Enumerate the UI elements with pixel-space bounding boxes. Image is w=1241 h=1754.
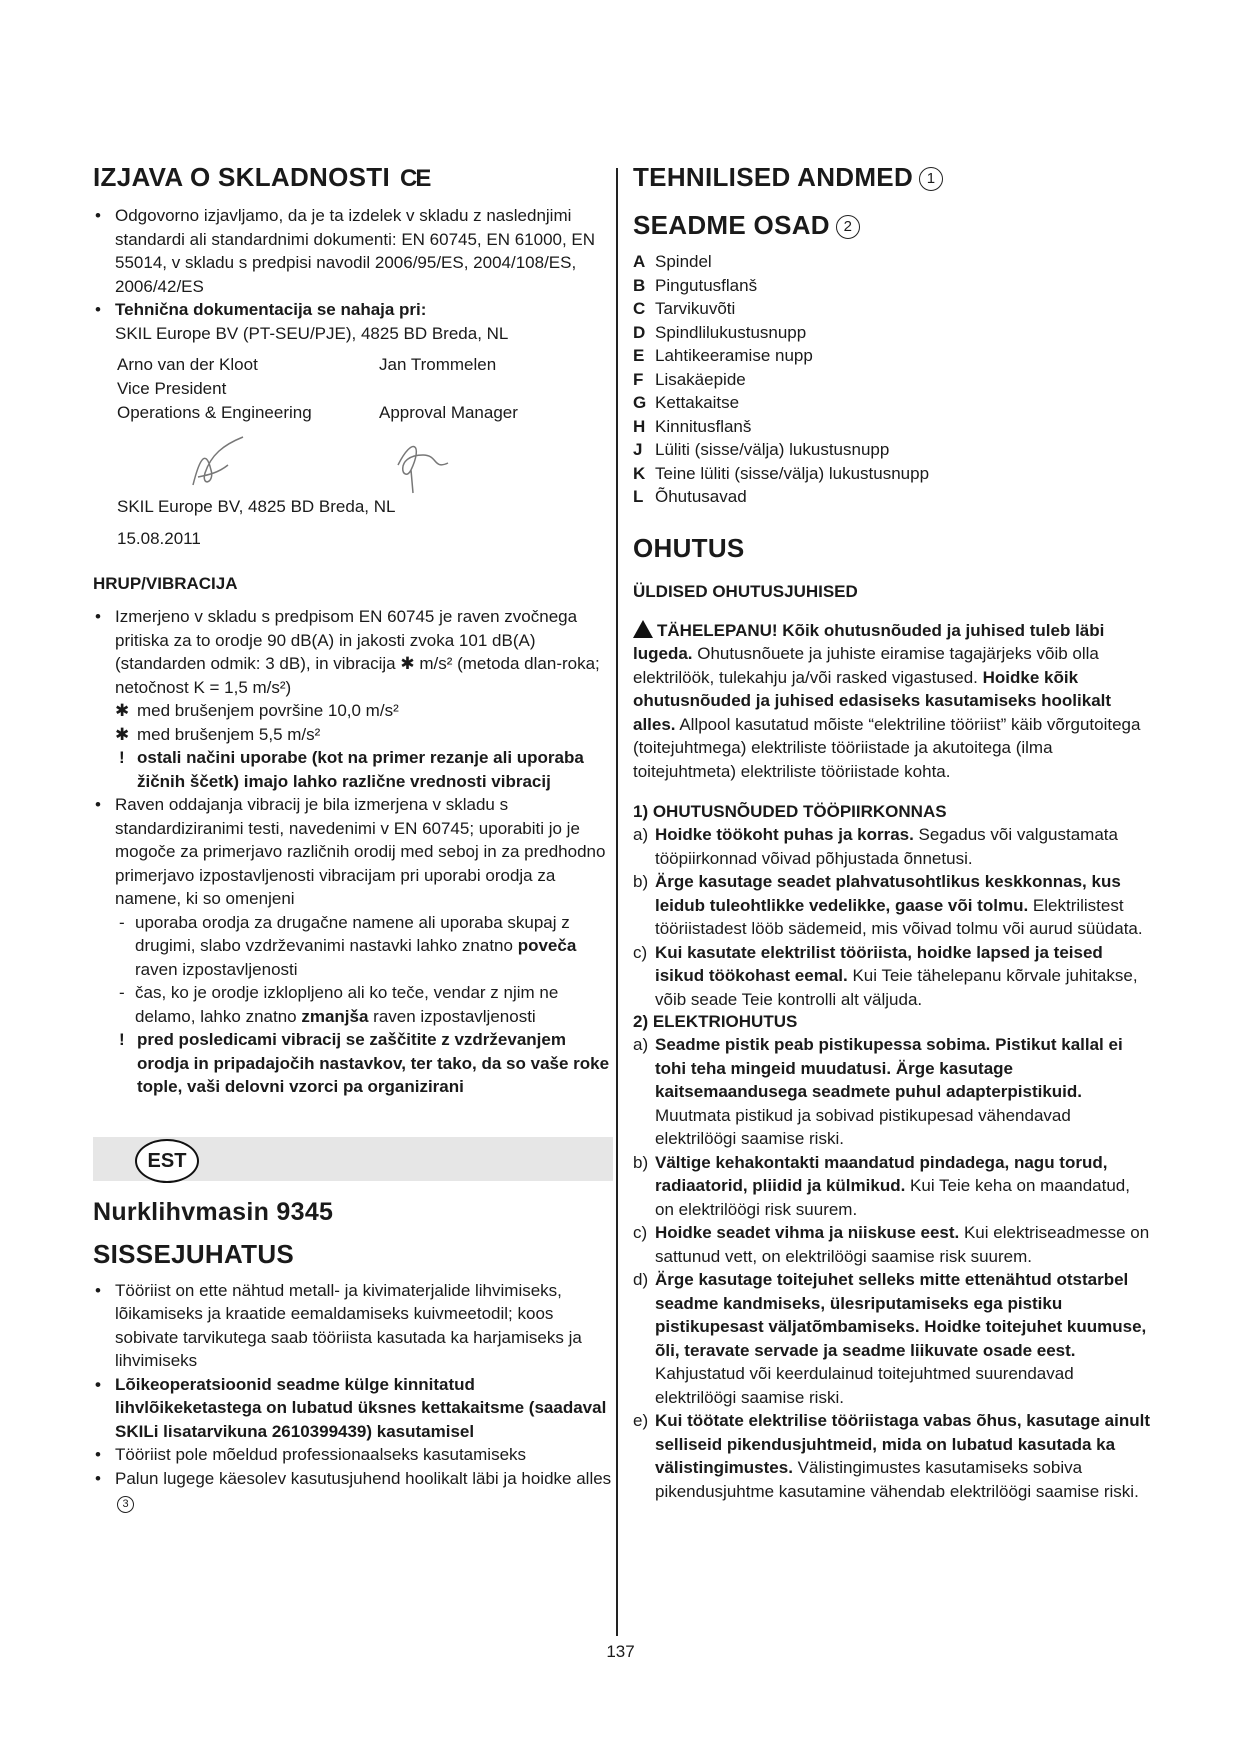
parts-item: H Kinnitusflanš (633, 416, 752, 436)
parts-item: G Kettakaitse (633, 393, 740, 412)
intro-list (93, 1279, 613, 1514)
parts-item: J Lüliti (sisse/välja) lukustusnupp (633, 440, 890, 459)
list-item: • Tööriist on ette nähtud metall- ja kivimaterjalide lihvimiseks, lõikamiseks ja kraatide eemaldamiseks kuivmeetodil; koos sobivate tarvikutega saab tööriista kasutada ka harjamiseks ja lihvimiseks (93, 1279, 613, 1373)
intro-heading: SISSEJUHATUS (93, 1238, 295, 1269)
right-column (633, 160, 1153, 1503)
electrical-list (633, 1033, 1153, 1503)
work-area-list (633, 823, 1153, 1011)
company-address: SKIL Europe BV, 4825 BD Breda, NL (117, 497, 396, 516)
parts-list (633, 250, 1153, 509)
noise-list (93, 605, 613, 1099)
declaration-heading: IZJAVA O SKLADNOSTI CE (93, 162, 430, 192)
list-item: • Odgovorno izjavljamo, da je ta izdelek v skladu z naslednjimi standardi ali standardnimi dokumenti: EN 60745, EN 61000, EN 55014, v skladu s predpisi navodil 2006/95/ES, 2004/108/ES, 2006/42/ES (93, 204, 613, 298)
list-item: e) Kui töötate elektrilise tööriistaga vabas õhus, kasutage ainult selliseid pikendusjuhtmeid, mida on lubatud kasutada ka välistingimustes. Välistingimustes kasutamiseks sobiva pikendusjuhtme kasutamine vähendab elektrilöögi saamise riski. (633, 1411, 1151, 1501)
list-item: • Tehnična dokumentacija se nahaja pri: SKIL Europe BV (PT-SEU/PJE), 4825 BD Breda, NL (93, 298, 613, 345)
list-item: c) Hoidke seadet vihma ja niiskuse eest. Kui elektriseadmesse on sattunud vett, on elektrilöögi saamise risk suurem. (633, 1223, 1150, 1266)
parts-item: F Lisakäepide (633, 369, 746, 389)
signer1-department: Operations & Engineering (117, 403, 312, 422)
signer1-name: Arno van der Kloot (117, 355, 258, 374)
warning-note: ! ostali načini uporabe (kot na primer rezanje ali uporaba žičnih ščetk) imajo lahko različne vrednosti vibracij (119, 748, 584, 791)
handwritten-signatures-icon (93, 425, 613, 495)
list-item: b) Vältige kehakontakti maandatud pindadega, nagu torud, radiaatorid, pliidid ja külmikud. Kui Teie keha on maandatud, on elektrilöögi risk suurem. (633, 1152, 1130, 1219)
parts-item: B Pingutusflanš (633, 275, 758, 295)
warning-icon (633, 620, 653, 638)
parts-item: L Õhutusavad (633, 487, 747, 506)
list-item: ✱ med brušenjem površine 10,0 m/s² (115, 701, 399, 720)
tech-heading: TEHNILISED ANDMED 1 (633, 160, 1153, 194)
list-item: • Lõikeoperatsioonid seadme külge kinnitatud lihvlõikeketastega on lubatud üksnes kettakaitsme (saadaval SKILi lisatarvikuna 2610399439) kasutamisel (93, 1373, 613, 1444)
list-item: • Palun lugege käesolev kasutusjuhend hoolikalt läbi ja hoidke alles3 (93, 1467, 613, 1514)
list-item: a) Hoidke töökoht puhas ja korras. Segadus või valgustamata tööpiirkonnad võivad põhjustada õnnetusi. (633, 825, 1118, 868)
list-item: • Tööriist pole mõeldud professionaalseks kasutamiseks (93, 1443, 613, 1467)
ce-mark-icon: CE (400, 165, 430, 192)
parts-item: D Spindlilukustusnupp (633, 322, 807, 342)
column-divider (616, 168, 618, 1636)
work-area-heading: 1) OHUTUSNÕUDED TÖÖPIIRKONNAS (633, 802, 947, 821)
signatories (117, 353, 613, 425)
safety-heading: OHUTUS (633, 532, 745, 563)
list-item: c) Kui kasutate elektrilist tööriista, hoidke lapsed ja teised isikud töökohast eemal. Kui Teie tähelepanu kõrvale juhitakse, võib seade Teie kontrolli alt väljuda. (633, 942, 1138, 1009)
list-item: d) Ärge kasutage toitejuhet selleks mitte ettenähtud otstarbel seadme kandmiseks, ülesriputamiseks ega pistiku pistikupesast väljatõmbamiseks. Hoidke toitejuhet kuumuse, õli, teravate servade ja seadme liikuvate osade eest. Kahjustatud või keerdulainud toitejuhtmed suurendavad elektrilöögi saamise riski. (633, 1270, 1147, 1407)
parts-item: C Tarvikuvõti (633, 299, 736, 318)
parts-item: A Spindel (633, 252, 712, 271)
list-item: a) Seadme pistik peab pistikupessa sobima. Pistikut kallal ei tohi teha mingeid muudatusi. Ärge kasutage kaitsemaandusega seadmete puhul adapterpistikuid. Muutmata pistikud ja sobivad pistikupesad vähendavad elektrilöögi saamise riski. (633, 1035, 1123, 1148)
list-item: b) Ärge kasutage seadet plahvatusohtlikus keskkonnas, kus leidub tuleohtlikke vedelikke, gaase või tolmu. Elektrilistest tööriistadest lööb sädemeid, mis võivad tolmu või aurud süüdata. (633, 872, 1143, 938)
parts-heading: SEADME OSAD 2 (633, 208, 1153, 242)
signer1-title: Vice President (117, 379, 227, 398)
noise-heading: HRUP/VIBRACIJA (93, 574, 238, 593)
figure-ref: 1 (919, 167, 943, 191)
list-item: • Raven oddajanja vibracij je bila izmerjena v skladu s standardiziranimi testi, navedenimi v EN 60745; uporabiti jo je mogoče za primerjavo različnih orodij med seboj in za predhodno primerjavo izpostavljenosti vibracijam pri uporabi orodja za namene, ki so omenjeni - uporaba orodja za drugačne namene ali uporaba skupaj z drugimi, slabo vzdrževanimi nastavki lahko znatno poveča raven izpostavljenosti - čas, ko je orodje izklopljeno ali ko teče, vendar z njim ne delamo, lahko znatno zmanjša raven izpostavljenosti ! pred posledicami vibracij se zaščitite z vzdrževanjem orodja in pripadajočih nastavkov, ter tako, da so vaše roke tople, vaši delovni vzorci pa organizirani (93, 793, 613, 1099)
list-item: ✱ med brušenjem 5,5 m/s² (115, 724, 321, 744)
parts-item: K Teine lüliti (sisse/välja) lukustusnupp (633, 463, 930, 483)
warning-note: ! pred posledicami vibracij se zaščitite z vzdrževanjem orodja in pripadajočih nastavkov, ter tako, da so vaše roke tople, vaši delovni vzorci pa organizirani (119, 1030, 610, 1096)
language-badge: EST (135, 1139, 199, 1183)
signatures (93, 425, 613, 495)
signer2-name: Jan Trommelen (379, 355, 497, 374)
declaration-date: 15.08.2011 (117, 529, 201, 548)
electrical-heading: 2) ELEKTRIOHUTUS (633, 1012, 798, 1031)
list-item: • Izmerjeno v skladu s predpisom EN 60745 je raven zvočnega pritiska za to orodje 90 dB(A) in jakosti zvoka 101 dB(A) (standarden odmik: 3 dB), in vibracija ✱ m/s² (metoda dlan-roka; netočnost K = 1,5 m/s²) ✱ med brušenjem površine 10,0 m/s² ✱ med brušenjem 5,5 m/s² ! ostali načini uporabe (kot na primer rezanje ali uporaba žičnih ščetk) imajo lahko različne vrednosti vibracij (93, 605, 613, 793)
product-title: Nurklihvmasin 9345 (93, 1197, 334, 1226)
language-band (93, 1137, 613, 1181)
figure-ref: 2 (836, 215, 860, 239)
signer2-title: Approval Manager (379, 403, 518, 422)
general-warning: TÄHELEPANU! Kõik ohutusnõuded ja juhised tuleb läbi lugeda. Ohutusnõuete ja juhiste eiramise tagajärjeks võib olla elektrilöök, tulekahju ja/või rasked vigastused. Hoidke kõik ohutusnõuded ja juhised edasiseks kasutamiseks hoolikalt alles. Allpool kasutatud mõiste “elektriline tööriist” käib võrgutoitega (toitejuhtmega) elektriliste tööriistade ja akutoitega (ilma toitejuhtmeta) elektriliste tööriistade kohta. (633, 620, 1141, 781)
page-number: 137 (606, 1642, 635, 1661)
list-item: - čas, ko je orodje izklopljeno ali ko teče, vendar z njim ne delamo, lahko znatno zmanjša raven izpostavljenosti (115, 981, 613, 1028)
left-column (93, 160, 613, 1514)
conformity-list (93, 204, 613, 345)
figure-ref: 3 (117, 1496, 134, 1513)
parts-item: E Lahtikeeramise nupp (633, 346, 813, 365)
list-item: - uporaba orodja za drugačne namene ali uporaba skupaj z drugimi, slabo vzdrževanimi nastavki lahko znatno poveča raven izpostavljenosti (115, 911, 613, 982)
general-safety-heading: ÜLDISED OHUTUSJUHISED (633, 581, 858, 601)
